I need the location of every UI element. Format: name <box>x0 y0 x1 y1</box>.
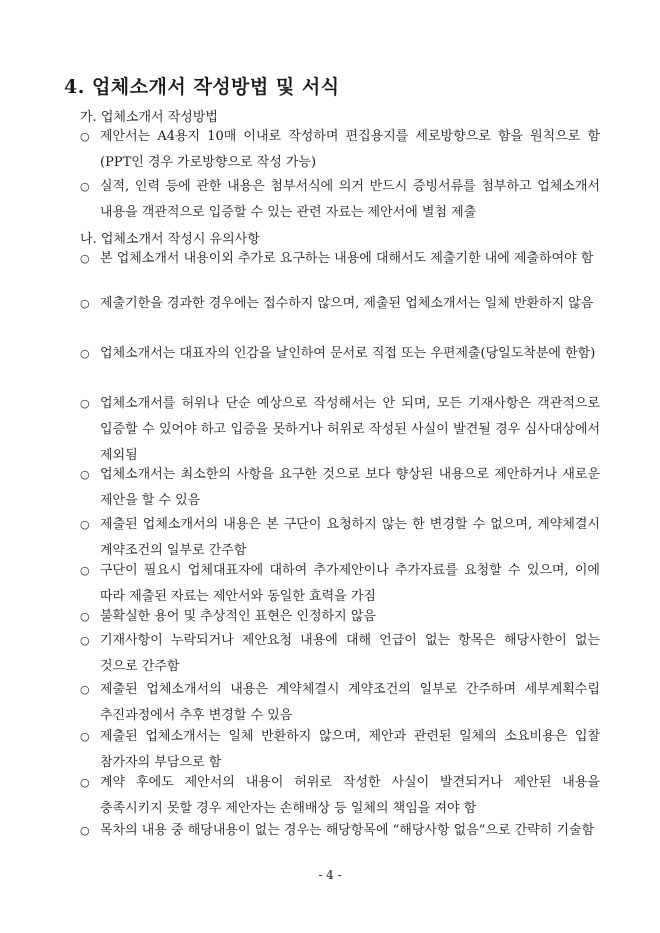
page-number: - 4 - <box>318 868 342 882</box>
list-item-text: 제출기한을 경과한 경우에는 접수하지 않으며, 제출된 업체소개서는 일체 반환하지 않음 <box>100 296 594 311</box>
list-item-text: 제출된 업체소개서는 일체 반환하지 않으며, 제안과 관련된 일체의 소요비용은 입찰 참가자의 부담으로 함 <box>100 729 600 770</box>
list-item <box>80 174 600 226</box>
list-item <box>80 677 600 729</box>
list-item-text: 업체소개서는 최소한의 사항을 요구한 것으로 보다 향상된 내용으로 제안하거나 새로운 제안을 할 수 있음 <box>100 467 600 508</box>
bullet-circle-icon: ○ <box>80 297 90 310</box>
bullet-circle-icon: ○ <box>80 252 90 265</box>
bullet-circle-icon: ○ <box>80 180 90 193</box>
list-item-text: 본 업체소개서 내용이외 추가로 요구하는 내용에 대해서도 제출기한 내에 제출하여야 함 <box>100 251 594 266</box>
list-item <box>80 604 600 630</box>
list-item-text: 목차의 내용 중 해당내용이 없는 경우는 해당항목에 “해당사항 없음”으로 간략히 기술함 <box>100 823 595 838</box>
list-item-text: 불확실한 용어 및 추상적인 표현은 인정하지 않음 <box>100 609 376 624</box>
list-item-text: 제출된 업체소개서의 내용은 본 구단이 요청하지 않는 한 변경할 수 없으며, 계약체결시 계약조건의 일부로 간주함 <box>100 517 600 558</box>
list-item-text: 제안서는 A4용지 10매 이내로 작성하며 편집용지를 세로방향으로 함을 원칙으로 함 (PPT인 경우 가로방향으로 작성 가능) <box>100 129 600 170</box>
list-item <box>80 341 600 367</box>
bullet-circle-icon: ○ <box>80 634 90 647</box>
list-item-text: 계약 후에도 제안서의 내용이 허위로 작성한 사실이 발견되거나 제안된 내용을 충족시키지 못할 경우 제안자는 손해배상 등 일체의 책임을 져야 함 <box>100 775 600 816</box>
list-item <box>80 770 600 822</box>
list-item <box>80 558 600 610</box>
list-item-text: 기재사항이 누락되거나 제안요청 내용에 대해 언급이 없는 항목은 해당사한이 없는 것으로 간주함 <box>100 633 600 674</box>
list-item <box>80 724 600 776</box>
subsection-label-a: 가. 업체소개서 작성방법 <box>80 110 218 125</box>
bullet-circle-icon: ○ <box>80 776 90 789</box>
list-item <box>80 512 600 564</box>
list-item-text: 업체소개서를 허위나 단순 예상으로 작성해서는 안 되며, 모든 기재사항은 객관적으로 입증할 수 있어야 하고 입증을 못하거나 허위로 작성된 사실이 발견될 경우 심사대상에서 제외됨 <box>100 396 600 463</box>
section-heading: 4. 업체소개서 작성방법 및 서식 <box>64 76 340 98</box>
bullet-circle-icon: ○ <box>80 730 90 743</box>
bullet-circle-icon: ○ <box>80 564 90 577</box>
list-item <box>80 246 600 272</box>
list-item-text: 실적, 인력 등에 관한 내용은 첨부서식에 의거 반드시 증빙서류를 첨부하고 업체소개서 내용을 객관적으로 입증할 수 있는 관련 자료는 제안서에 별첨 제출 <box>100 179 600 220</box>
list-item <box>80 124 600 176</box>
list-item <box>80 462 600 514</box>
list-item <box>80 291 600 317</box>
list-item-text: 업체소개서는 대표자의 인감을 날인하여 문서로 직접 또는 우편제출(당일도착분에 한함) <box>100 346 596 361</box>
bullet-circle-icon: ○ <box>80 824 90 837</box>
bullet-circle-icon: ○ <box>80 468 90 481</box>
subsection-label-b: 나. 업체소개서 작성시 유의사항 <box>80 232 260 247</box>
bullet-circle-icon: ○ <box>80 610 90 623</box>
list-item-text: 제출된 업체소개서의 내용은 계약체결시 계약조건의 일부로 간주하며 세부계획수립 추진과정에서 추후 변경할 수 있음 <box>100 682 600 723</box>
bullet-circle-icon: ○ <box>80 683 90 696</box>
list-item-text: 구단이 필요시 업체대표자에 대하여 추가제안이나 추가자료를 요청할 수 있으며, 이에 따라 제출된 자료는 제안서와 동일한 효력을 가짐 <box>100 563 600 604</box>
bullet-circle-icon: ○ <box>80 397 90 410</box>
list-item <box>80 818 600 844</box>
list-item <box>80 628 600 680</box>
bullet-circle-icon: ○ <box>80 130 90 143</box>
list-item <box>80 391 600 469</box>
bullet-circle-icon: ○ <box>80 518 90 531</box>
bullet-circle-icon: ○ <box>80 347 90 360</box>
